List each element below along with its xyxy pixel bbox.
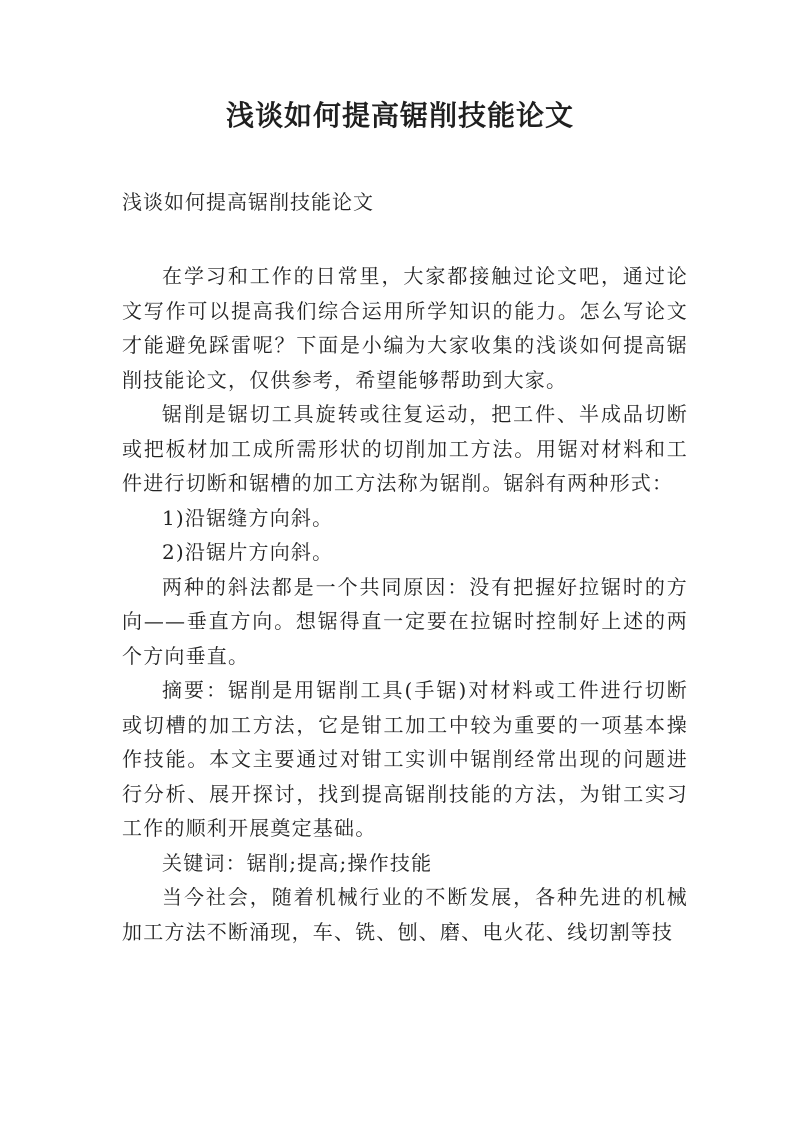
paragraph-intro: 在学习和工作的日常里，大家都接触过论文吧，通过论文写作可以提高我们综合运用所学知识的能力。怎么写论文才能避免踩雷呢？下面是小编为大家收集的浅谈如何提高锯削技能论文，仅供参考，希望能够帮助到大家。 xyxy=(122,264,688,392)
list-item-slant-1: 1)沿锯缝方向斜。 xyxy=(162,505,334,530)
document-subtitle: 浅谈如何提高锯削技能论文 xyxy=(122,190,374,214)
page-title: 浅谈如何提高锯削技能论文 xyxy=(225,99,574,132)
document-body xyxy=(122,259,688,949)
paragraph-abstract: 摘要：锯削是用锯削工具(手锯)对材料或工件进行切断或切槽的加工方法，它是钳工加工中较为重要的一项基本操作技能。本文主要通过对钳工实训中锯削经常出现的问题进行分析、展开探讨，找到提高锯削技能的方法，为钳工实习工作的顺利开展奠定基础。 xyxy=(122,678,688,840)
paragraph-sawing-definition: 锯削是锯切工具旋转或往复运动，把工件、半成品切断或把板材加工成所需形状的切削加工方法。用锯对材料和工件进行切断和锯槽的加工方法称为锯削。锯斜有两种形式： xyxy=(122,402,688,495)
paragraph-introduction-text: 当今社会，随着机械行业的不断发展，各种先进的机械加工方法不断涌现，车、铣、刨、磨、电火花、线切割等技 xyxy=(122,885,688,944)
list-item-slant-2: 2)沿锯片方向斜。 xyxy=(162,540,334,564)
paragraph-slant-cause: 两种的斜法都是一个共同原因：没有把握好拉锯时的方向——垂直方向。想锯得直一定要在拉锯时控制好上述的两个方向垂直。 xyxy=(122,574,688,668)
paragraph-keywords: 关键词：锯削;提高;操作技能 xyxy=(162,850,433,875)
